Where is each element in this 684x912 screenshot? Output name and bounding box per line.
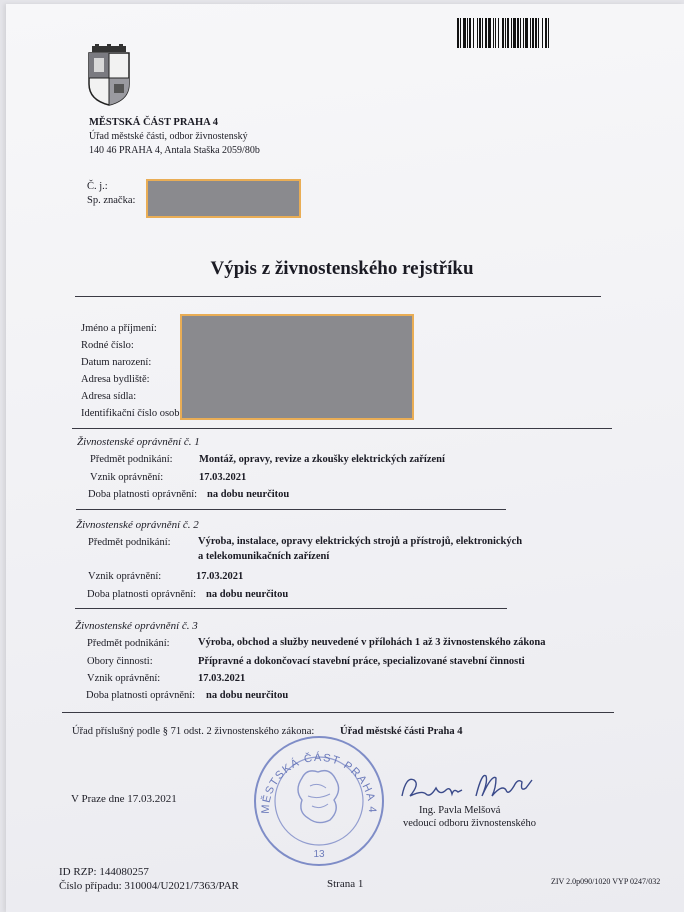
footer-id-rzp: ID RZP: 144080257: [59, 866, 149, 878]
license-3-subject-label: Předmět podnikání:: [87, 638, 170, 649]
license-2-divider: [75, 608, 507, 609]
license-3-validity-label: Doba platnosti oprávnění:: [86, 690, 196, 701]
license-1-origin-label: Vznik oprávnění:: [90, 472, 164, 483]
license-3-validity-value: na dobu neurčitou: [206, 690, 289, 701]
license-1-heading: Živnostenské oprávnění č. 1: [77, 436, 200, 448]
license-3-divider: [62, 712, 614, 713]
department-name: Úřad městské části, odbor živnostenský: [89, 131, 248, 142]
signatory-role: vedoucí odboru živnostenského: [403, 818, 536, 829]
license-1-subject-value: Montáž, opravy, revize a zkoušky elektrických zařízení: [199, 454, 445, 465]
license-3-fields-label: Obory činnosti:: [87, 656, 153, 667]
person-divider: [72, 428, 612, 429]
person-label-id-number: Identifikační číslo osob: [81, 408, 180, 419]
footer-case-number: Číslo případu: 310004/U2021/7363/PAR: [59, 880, 239, 892]
official-stamp: [252, 734, 386, 868]
footer-form-code: ZIV 2.0p090/1020 VYP 0247/032: [551, 877, 661, 886]
office-label: Úřad příslušný podle § 71 odst. 2 živnostenského zákona:: [72, 726, 315, 737]
authority-address: 140 46 PRAHA 4, Antala Staška 2059/80b: [89, 145, 260, 156]
license-1-subject-label: Předmět podnikání:: [90, 454, 173, 465]
license-1-validity-value: na dobu neurčitou: [207, 489, 290, 500]
license-3-subject-value: Výroba, obchod a služby neuvedené v přílohách 1 až 3 živnostenského zákona: [198, 637, 546, 648]
authority-name: MĚSTSKÁ ČÁST PRAHA 4: [89, 117, 219, 128]
license-2-validity-value: na dobu neurčitou: [206, 589, 289, 600]
place-date: V Praze dne 17.03.2021: [71, 793, 177, 805]
license-2-validity-label: Doba platnosti oprávnění:: [87, 589, 197, 600]
license-2-subject-value-line2: a telekomunikačních zařízení: [198, 551, 330, 562]
person-label-residence: Adresa bydliště:: [81, 374, 150, 385]
svg-text:MĚSTSKÁ ČÁST PRAHA 4: MĚSTSKÁ ČÁST PRAHA 4: [259, 751, 379, 815]
license-2-origin-value: 17.03.2021: [196, 571, 244, 582]
barcode: [457, 18, 605, 48]
signatory-name: Ing. Pavla Melšová: [419, 805, 501, 816]
license-1-divider: [76, 509, 506, 510]
license-3-origin-value: 17.03.2021: [198, 673, 246, 684]
license-2-subject-label: Předmět podnikání:: [88, 537, 171, 548]
license-3-origin-label: Vznik oprávnění:: [87, 673, 161, 684]
license-1-validity-label: Doba platnosti oprávnění:: [88, 489, 198, 500]
footer-page-number: Strana 1: [327, 878, 364, 890]
license-1-origin-value: 17.03.2021: [199, 472, 247, 483]
svg-text:13: 13: [313, 849, 325, 860]
praha4-crest-logo: [86, 44, 132, 106]
sp-label: Sp. značka:: [87, 195, 136, 206]
barcode-bar: [549, 18, 551, 48]
license-3-fields-value: Přípravné a dokončovací stavební práce, specializované stavební činnosti: [198, 656, 525, 667]
cj-label: Č. j.:: [87, 181, 108, 192]
redacted-personal-data: [180, 314, 414, 420]
handwritten-signature: [392, 766, 552, 810]
person-label-seat: Adresa sídla:: [81, 391, 137, 402]
person-label-birth-date: Datum narození:: [81, 357, 152, 368]
document-title: Výpis z živnostenského rejstříku: [210, 258, 474, 279]
license-3-heading: Živnostenské oprávnění č. 3: [75, 620, 198, 632]
license-2-heading: Živnostenské oprávnění č. 2: [76, 519, 199, 531]
redacted-reference: [146, 179, 301, 218]
license-2-subject-value: Výroba, instalace, opravy elektrických strojů a přístrojů, elektronických: [198, 536, 523, 547]
title-divider: [75, 296, 601, 297]
person-label-name: Jméno a příjmení:: [81, 323, 157, 334]
person-label-birth-number: Rodné číslo:: [81, 340, 134, 351]
office-value: Úřad městské části Praha 4: [340, 726, 463, 737]
license-2-origin-label: Vznik oprávnění:: [88, 571, 162, 582]
